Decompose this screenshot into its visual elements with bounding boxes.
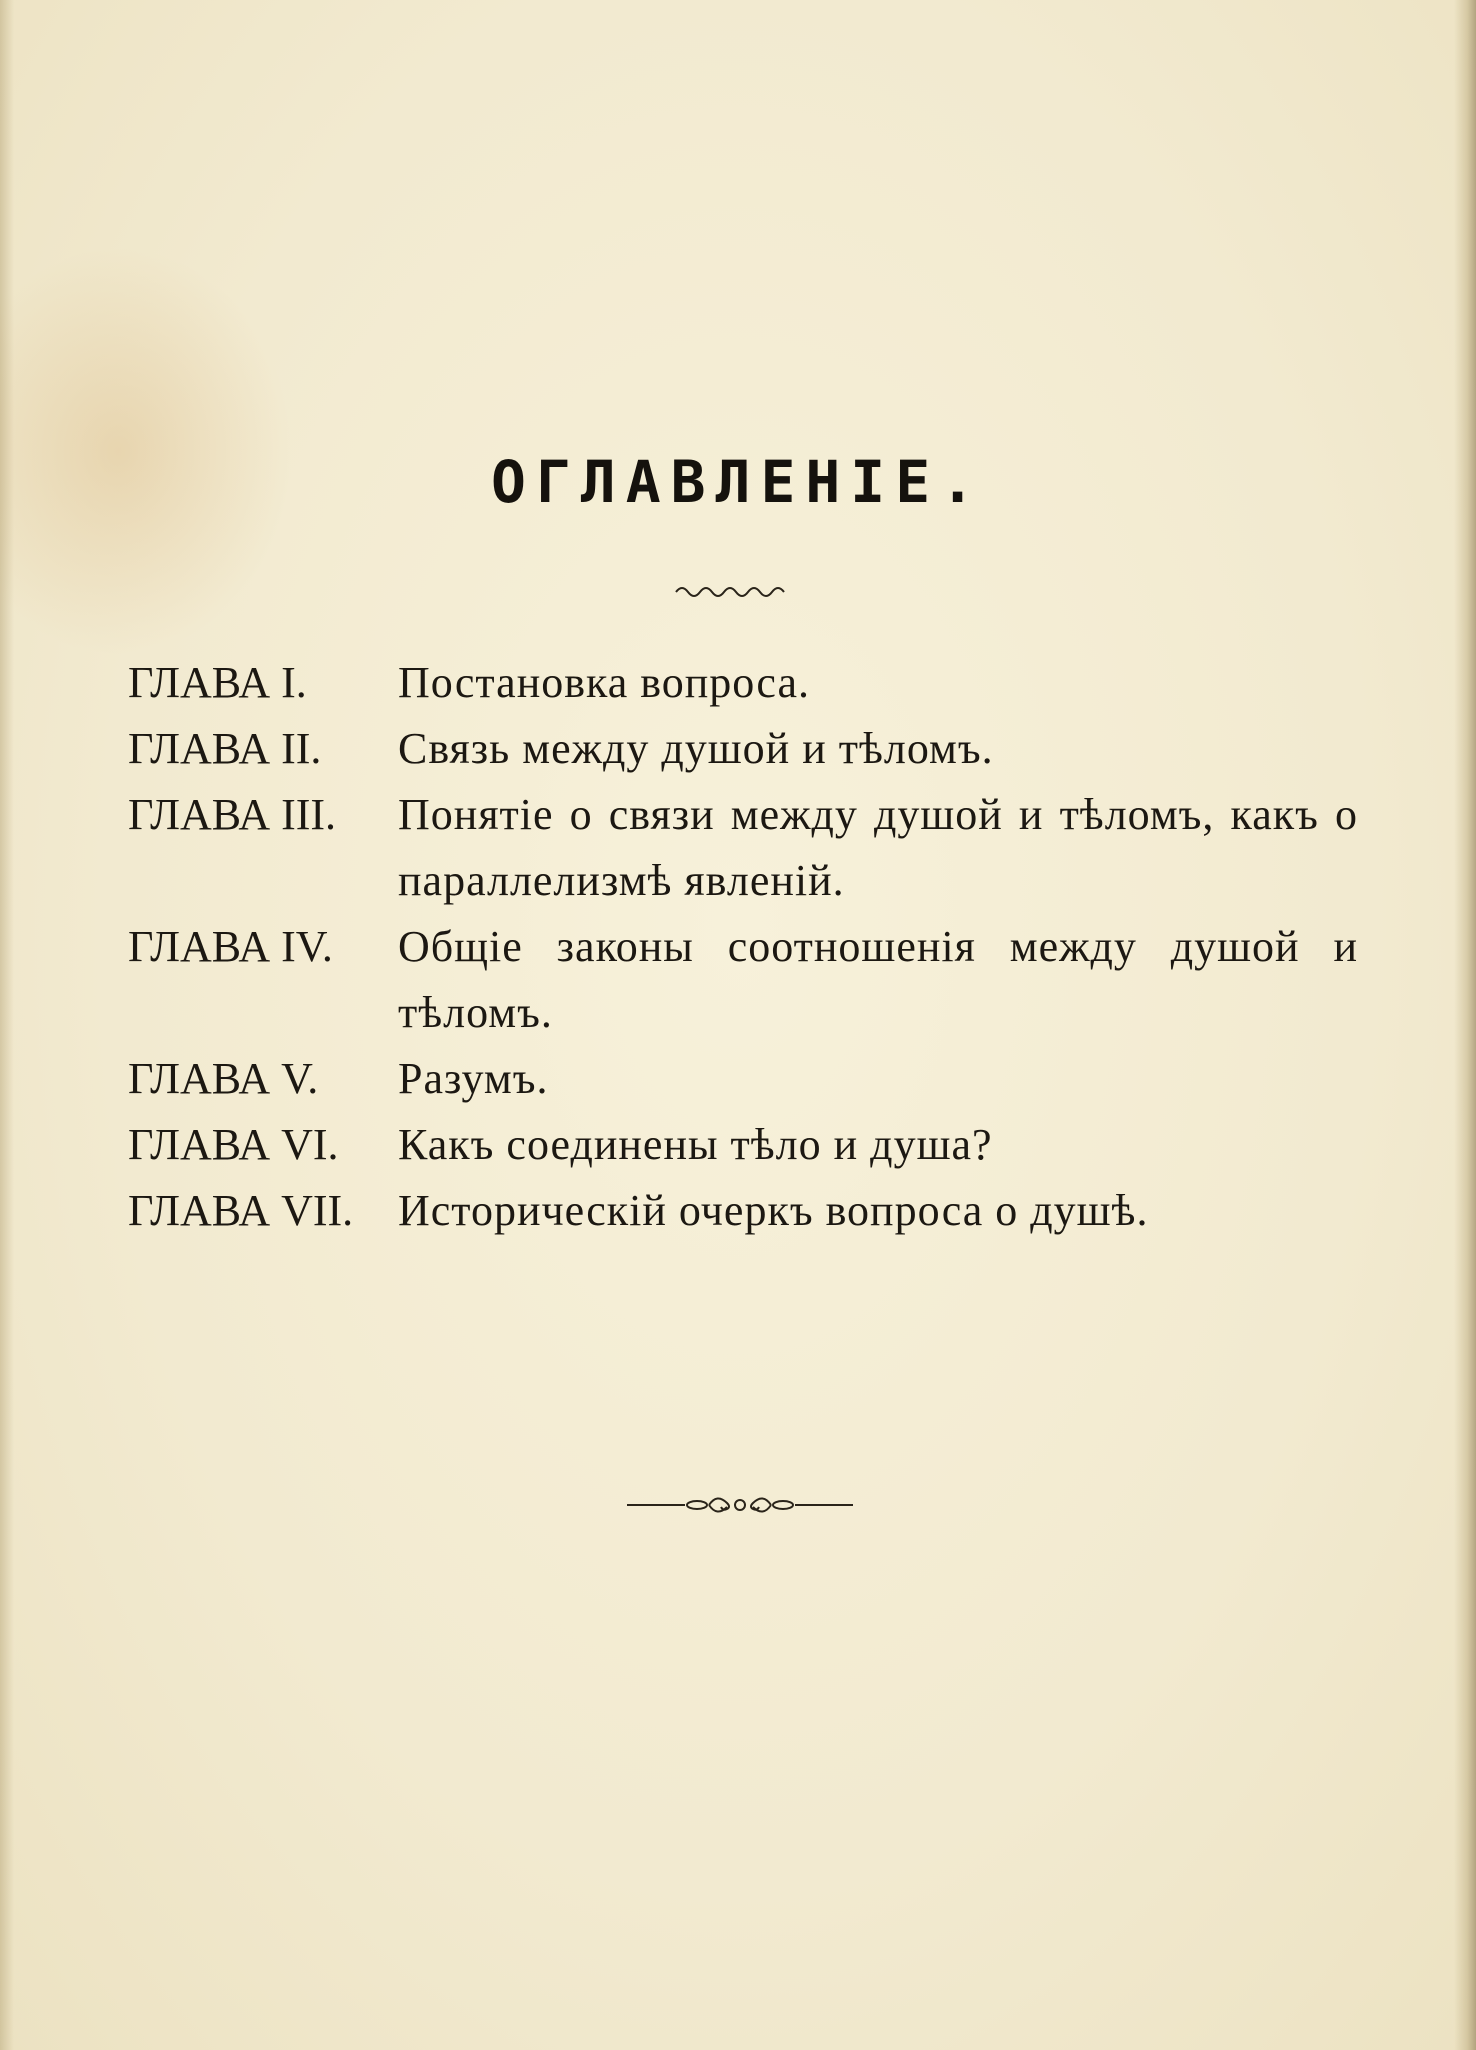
toc-entry[interactable] [128, 716, 1358, 782]
toc-chapter-title: Связь между душой и тѣломъ. [398, 724, 994, 773]
toc-entry[interactable] [128, 1178, 1358, 1244]
toc-entry[interactable] [128, 914, 1358, 1046]
page-title: ОГЛАВЛЕНІЕ. [490, 448, 986, 516]
toc-chapter-label: ГЛАВА VI. [128, 1120, 339, 1169]
page-left-edge [0, 0, 14, 2050]
title-squiggle-ornament [672, 580, 792, 604]
page-right-edge [1454, 0, 1476, 2050]
toc-chapter-title: Общіе законы соотношенія между душой и тѣломъ. [398, 922, 1358, 1037]
toc-entry[interactable] [128, 650, 1358, 716]
toc-chapter-label: ГЛАВА I. [128, 658, 307, 707]
toc-chapter-title: Понятіе о связи между душой и тѣломъ, какъ о параллелизмѣ явленій. [398, 790, 1358, 905]
table-of-contents [128, 650, 1358, 1244]
toc-chapter-title: Постановка вопроса. [398, 658, 810, 707]
closing-ornament [625, 1490, 855, 1520]
toc-chapter-label: ГЛАВА V. [128, 1054, 319, 1103]
toc-chapter-label: ГЛАВА III. [128, 790, 337, 839]
toc-chapter-title: Историческій очеркъ вопроса о душѣ. [398, 1186, 1149, 1235]
toc-chapter-label: ГЛАВА II. [128, 724, 322, 773]
toc-entry[interactable] [128, 782, 1358, 914]
toc-chapter-label: ГЛАВА IV. [128, 922, 333, 971]
toc-chapter-title: Какъ соединены тѣло и душа? [398, 1120, 993, 1169]
toc-chapter-title: Разумъ. [398, 1054, 549, 1103]
toc-entry[interactable] [128, 1112, 1358, 1178]
toc-chapter-label: ГЛАВА VII. [128, 1186, 354, 1235]
toc-entry[interactable] [128, 1046, 1358, 1112]
